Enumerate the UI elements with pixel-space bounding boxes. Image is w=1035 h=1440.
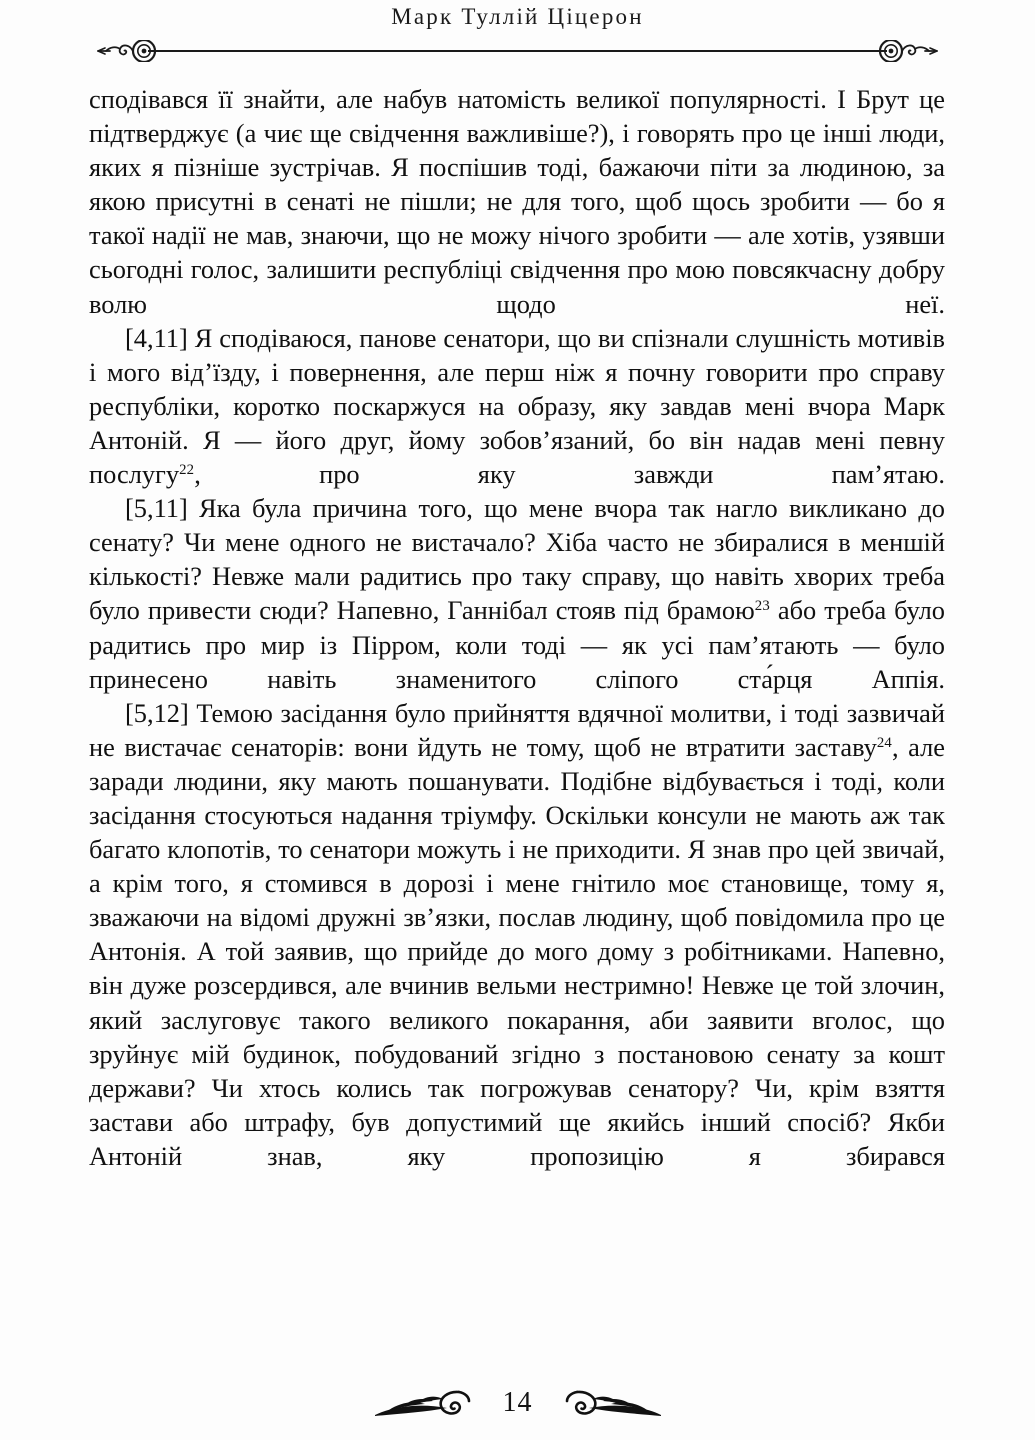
header-rule-ornament [96, 40, 939, 62]
paragraph-5-11 [89, 491, 945, 696]
running-head [0, 0, 1035, 62]
page-footer [0, 1374, 1035, 1432]
leaf-flourish-ornament-right [551, 1385, 663, 1421]
paragraph-4-11 [89, 321, 945, 491]
footnote-ref-22[interactable]: 22 [179, 461, 195, 478]
scroll-flourish-ornament-left [98, 40, 155, 62]
paragraph-5-12-text-after-note: , але заради людини, яку мають пошанувати. Подібне відбувається і тоді, коли засідання стосуються надання тріумфу. Оскільки консули не мають аж так багато клопотів, то сенатори можуть і не приходити. Я знав про цей звичай, а крім того, я стомився в дорозі і мене гнітило моє становище, тому я, зважаючи на відомі дружні зв’язки, послав людину, щоб повідомила про це Антонія. А той заявив, що прийде до мого дому з робітниками. Напевно, він дуже розсердився, але вчинив вельми нестримно! Невже це той злочин, який заслуговує такого великого покарання, аби заявити вголос, що зруйнує мій будинок, побудований згідно з постановою сенату за кошт держави? Чи хтось колись так погрожував сенатору? Чи, крім взяття застави або штрафу, був допустимий ще якийсь інший спосіб? Якби Антоній знав, яку пропозицію я збирався [89, 731, 945, 1171]
paragraph-4-11-text-after-note: , про яку завжди пам’ятаю. [194, 459, 945, 490]
running-head-title: Марк Туллій Ціцерон [391, 4, 644, 29]
paragraph-4-11-text-before-note: [4,11] Я сподіваюся, панове сенатори, що ви спізнали слушність мотивів і мого від’їзду, і повернення, але перш ніж я почну говорити про справу республіки, коротко поскаржуся на образу, яку завдав мені вчора Марк Антоній. Я — його друг, йому зобов’язаний, бо він надав мені певну послугу [89, 322, 945, 490]
page-number: 14 [502, 1387, 533, 1418]
paragraph-5-12-text-before-note: [5,12] Темою засідання було прийняття вдячної молитви, і тоді зазвичай не вистачає сенаторів: вони йдуть не тому, щоб не втратити заставу [89, 697, 945, 762]
paragraph-5-11-text-after-note: або треба було радитись про мир із Пірром, коли тоді — як усі пам’ятають — було принесено навіть знаменитого сліпого ста́рця Аппія. [89, 595, 945, 694]
scroll-flourish-ornament-right [880, 40, 937, 62]
footnote-ref-24[interactable]: 24 [876, 734, 893, 751]
body-text-column [89, 82, 945, 1173]
paragraph-5-12 [89, 696, 945, 1173]
footnote-ref-23[interactable]: 23 [754, 598, 770, 615]
leaf-flourish-ornament-left [373, 1385, 485, 1421]
paragraph-continued: сподівався її знайти, але набув натомість великої популярності. І Брут це підтверджує (а чиє ще свідчення важливіше?), і говорять про це інші люди, яких я пізніше зустрічав. Я поспішив тоді, бажаючи піти за людиною, за якою присутні в сенаті не пішли; не для того, щоб щось зробити — бо я такої надії не мав, знаючи, що не можу нічого зробити — але хотів, узявши сьогодні голос, залишити республіці свідчення про мою повсякчасну добру волю щодо неї. [89, 84, 945, 319]
header-divider-svg [96, 40, 939, 62]
paragraph-5-11-text-before-note: [5,11] Яка була причина того, що мене вчора так нагло викликано до сенату? Чи мене одного не вистачало? Хіба часто не збиралися в меншій кількості? Невже мали радитись про таку справу, що навіть хворих треба було привести сюди? Напевно, Ганнібал стояв під брамою [89, 493, 945, 626]
